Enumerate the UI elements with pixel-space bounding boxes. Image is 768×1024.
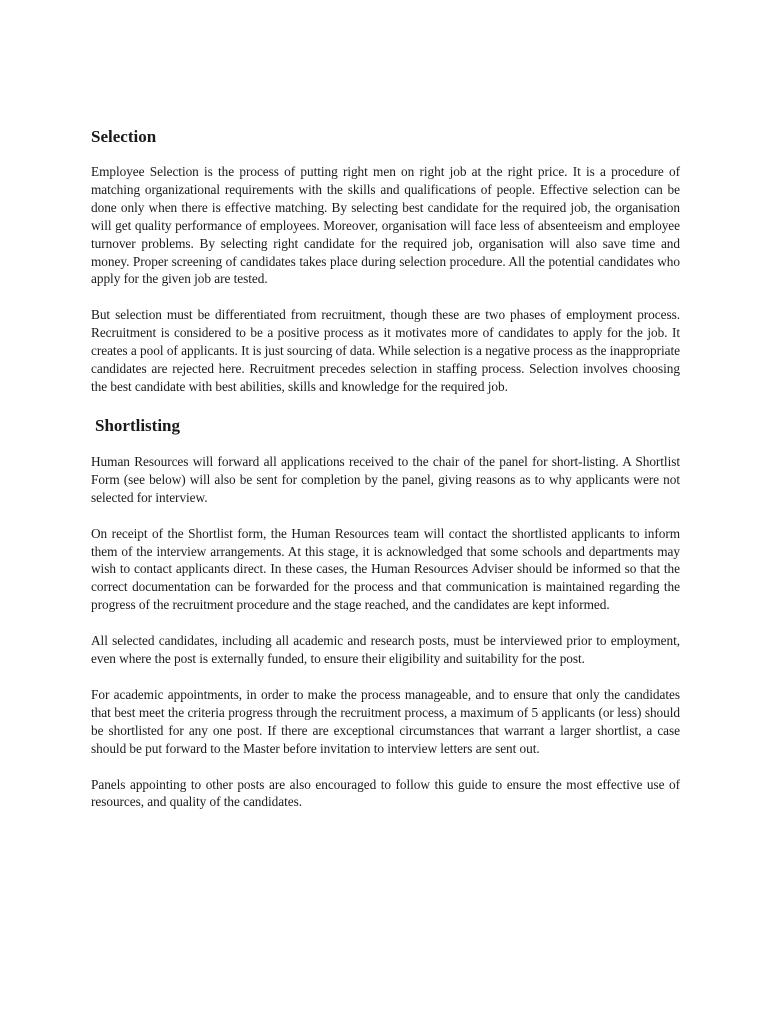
shortlisting-paragraph-5: Panels appointing to other posts are also encouraged to follow this guide to ensure the most effective use of resources, and quality of the candidates. [91,776,680,810]
shortlisting-paragraph-3: All selected candidates, including all academic and research posts, must be interviewed prior to employment, even where the post is externally funded, to ensure their eligibility and suitability for the post. [91,633,680,667]
shortlisting-paragraph-4: For academic appointments, in order to make the process manageable, and to ensure that only the candidates that best meet the criteria progress through the recruitment process, a maximum of 5 applicants (or less) should be shortlisted for any one post. If there are exceptional circumstances that warrant a larger shortlist, a case should be put forward to the Master before invitation to interview letters are sent out. [91,686,680,756]
shortlisting-heading: Shortlisting [95,415,181,435]
shortlisting-paragraph-2: On receipt of the Shortlist form, the Human Resources team will contact the shortlisted applicants to inform them of the interview arrangements. At this stage, it is acknowledged that some schools and departments may wish to contact applicants direct. In these cases, the Human Resources Adviser should be informed so that the correct documentation can be forwarded for the process and that communication is maintained regarding the progress of the recruitment procedure and the stage reached, and the candidates are kept informed. [91,525,680,613]
selection-paragraph-2: But selection must be differentiated from recruitment, though these are two phases of employment process. Recruitment is considered to be a positive process as it motivates more of candidates to apply for the job. It creates a pool of applicants. It is just sourcing of data. While selection is a negative process as the inappropriate candidates are rejected here. Recruitment precedes selection in staffing process. Selection involves choosing the best candidate with best abilities, skills and knowledge for the required job. [91,307,680,394]
selection-heading: Selection [91,127,157,146]
shortlisting-paragraph-1: Human Resources will forward all applications received to the chair of the panel for short-listing. A Shortlist Form (see below) will also be sent for completion by the panel, giving reasons as to why applicants were not selected for interview. [91,453,680,505]
document-page [91,125,680,829]
selection-paragraph-1: Employee Selection is the process of putting right men on right job at the right price. It is a procedure of matching organizational requirements with the skills and qualifications of people. Effective selection can be done only when there is effective matching. By selecting best candidate for the required job, the organisation will get quality performance of employees. Moreover, organisation will face less of absenteeism and employee turnover problems. By selecting right candidate for the required job, organisation will also save time and money. Proper screening of candidates takes place during selection procedure. All the potential candidates who apply for the given job are tested. [91,164,680,287]
